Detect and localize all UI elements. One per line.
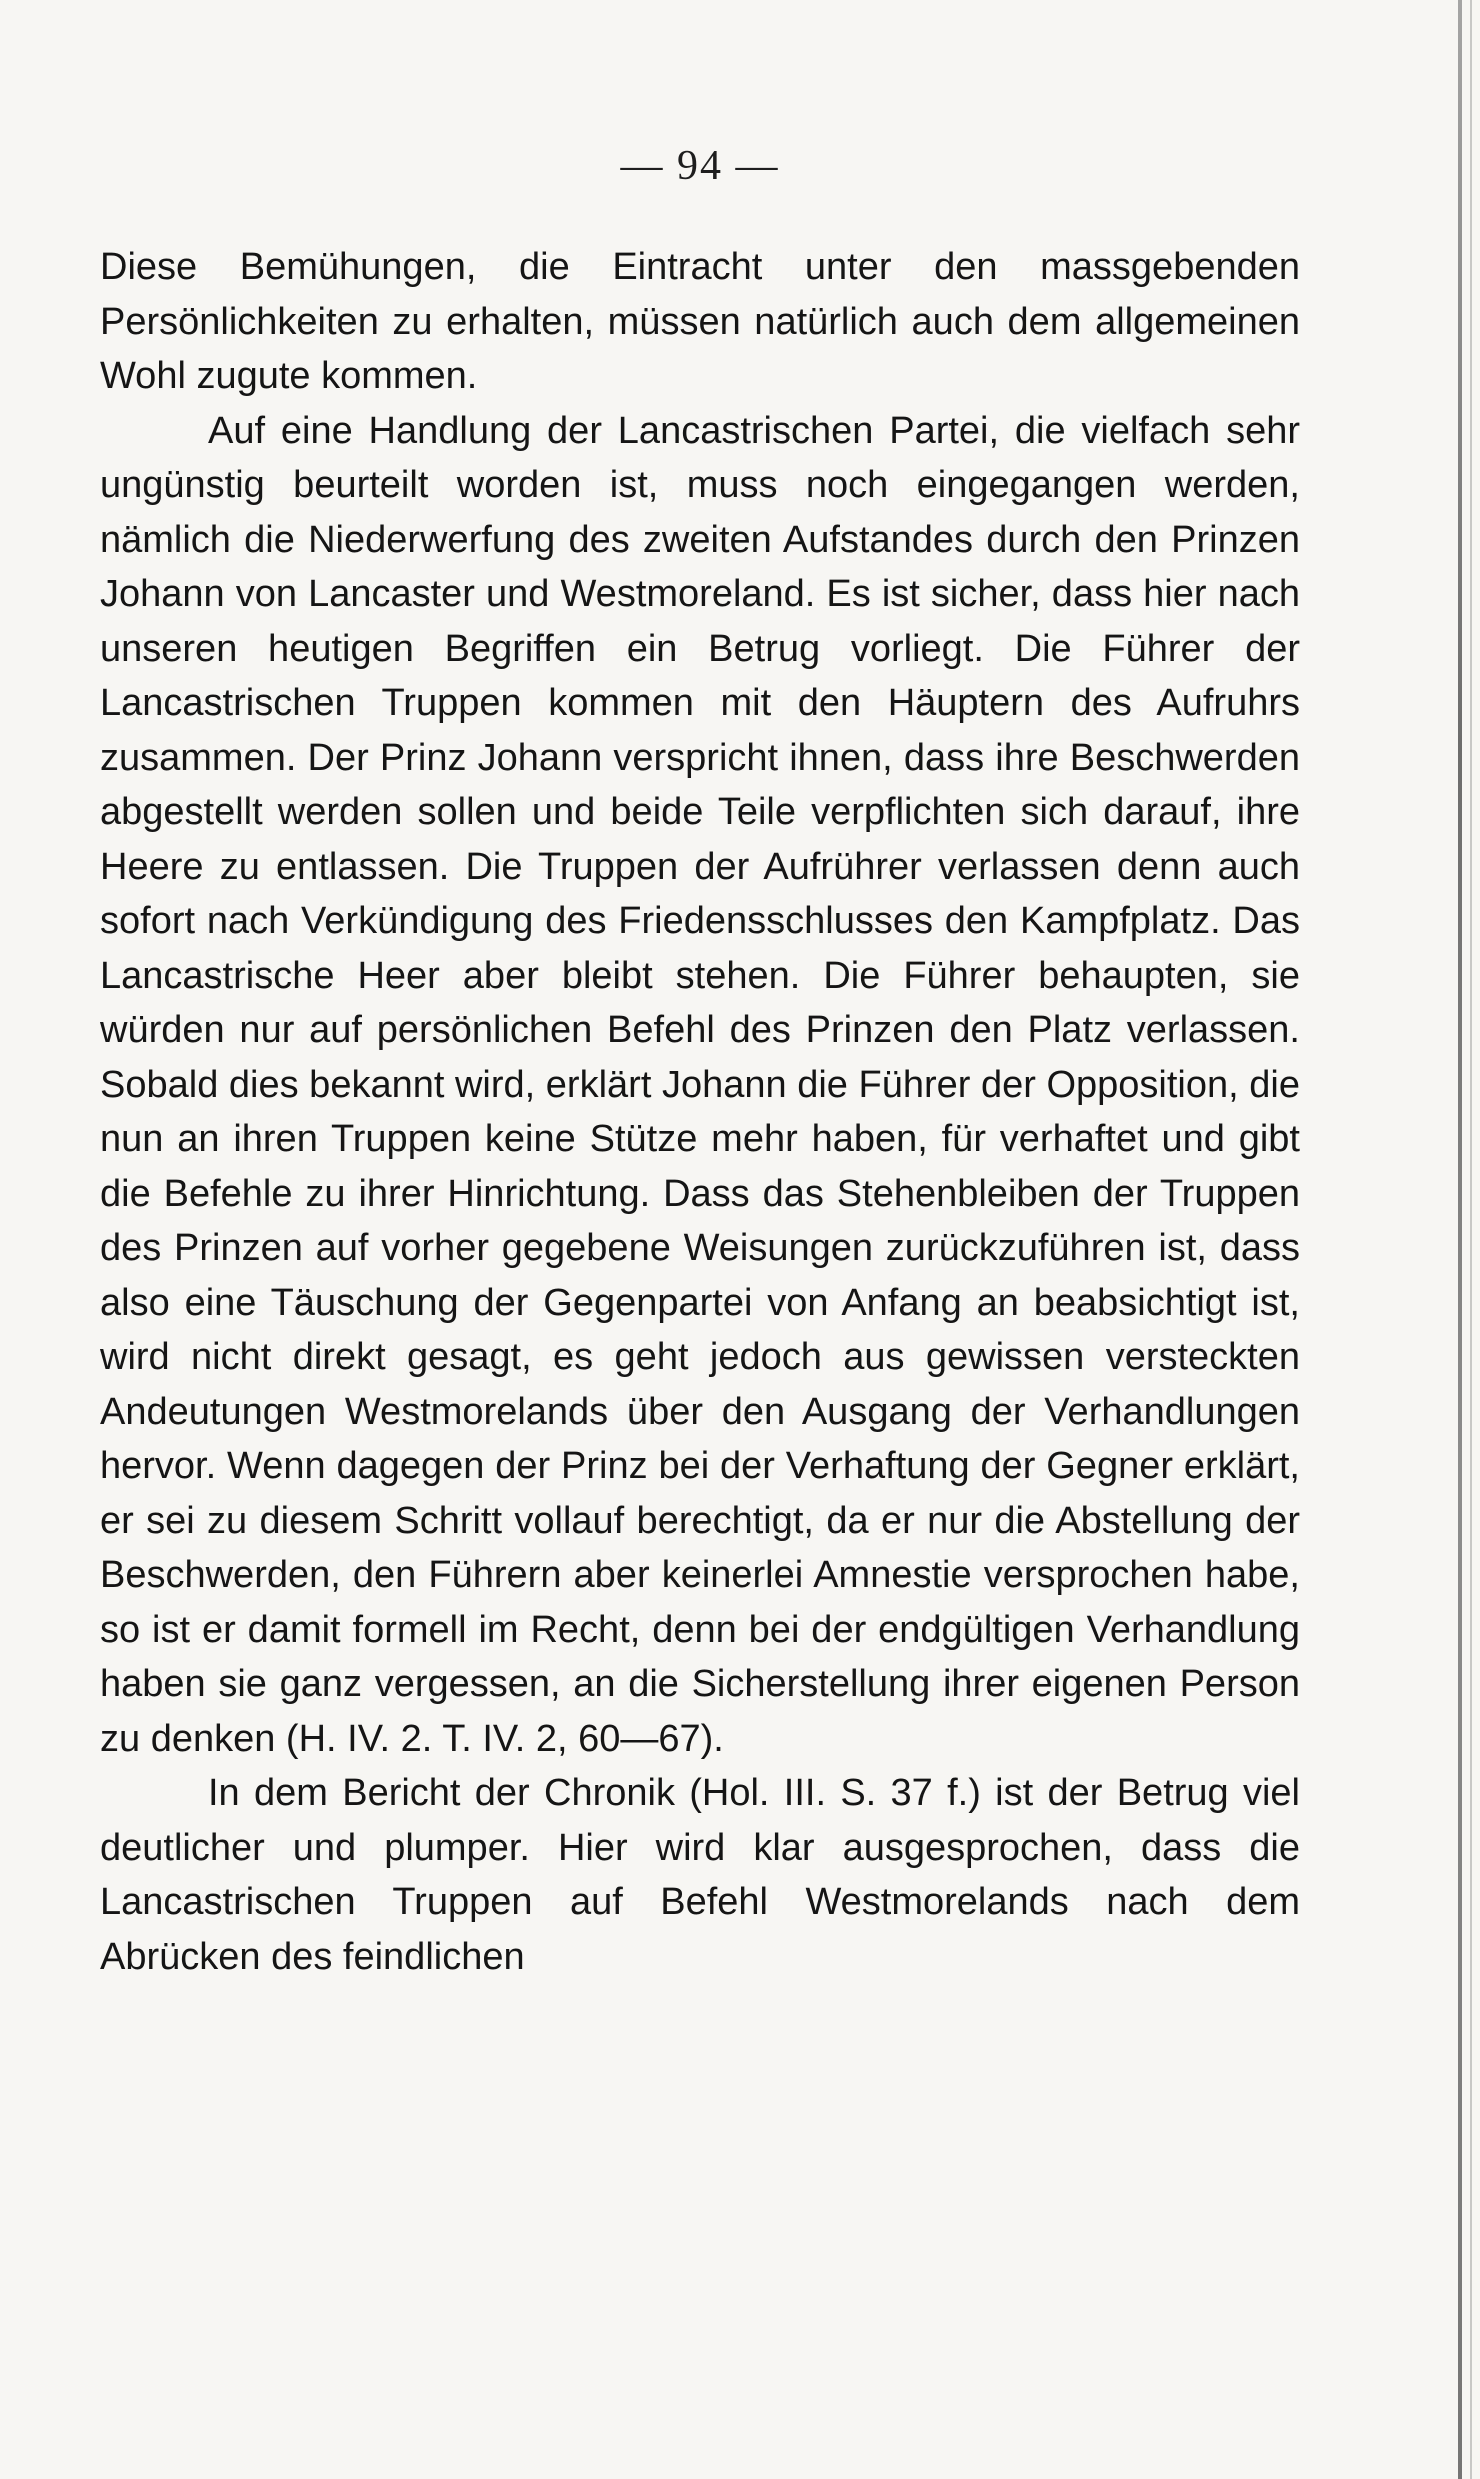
paragraph-1: Diese Bemühungen, die Eintracht unter den massgebenden Persönlichkeiten zu erhalten, müssen natürlich auch dem allgemeinen Wohl zugute kommen.: [100, 246, 1300, 397]
page-number: — 94 —: [620, 143, 780, 189]
page-edge-shadow: [1458, 0, 1462, 2479]
paragraph-3: In dem Bericht der Chronik (Hol. III. S. 37 f.) ist der Betrug viel deutlicher und plumper. Hier wird klar ausgesprochen, dass die Lancastrischen Truppen auf Befehl Westmorelands nach dem Abrücken des feindlichen: [100, 1772, 1300, 1978]
page-edge-line: [1470, 0, 1472, 2479]
paragraph-2: Auf eine Handlung der Lancastrischen Partei, die vielfach sehr ungünstig beurteilt worden ist, muss noch eingegangen werden, nämlich die Niederwerfung des zweiten Aufstandes durch den Prinzen Johann von Lancaster und Westmoreland. Es ist sicher, dass hier nach unseren heutigen Begriffen ein Betrug vorliegt. Die Führer der Lancastrischen Truppen kommen mit den Häuptern des Aufruhrs zusammen. Der Prinz Johann verspricht ihnen, dass ihre Beschwerden abgestellt werden sollen und beide Teile verpflichten sich darauf, ihre Heere zu entlassen. Die Truppen der Aufrührer verlassen denn auch sofort nach Verkündigung des Friedensschlusses den Kampfplatz. Das Lancastrische Heer aber bleibt stehen. Die Führer behaupten, sie würden nur auf persönlichen Befehl des Prinzen den Platz verlassen. Sobald dies bekannt wird, erklärt Johann die Führer der Opposition, die nun an ihren Truppen keine Stütze mehr haben, für verhaftet und gibt die Befehle zu ihrer Hinrichtung. Dass das Stehenbleiben der Truppen des Prinzen auf vorher gegebene Weisungen zurückzuführen ist, dass also eine Täuschung der Gegenpartei von Anfang an beabsichtigt ist, wird nicht direkt gesagt, es geht jedoch aus gewissen versteckten Andeutungen Westmorelands über den Ausgang der Verhandlungen hervor. Wenn dagegen der Prinz bei der Verhaftung der Gegner erklärt, er sei zu diesem Schritt vollauf berechtigt, da er nur die Abstellung der Beschwerden, den Führern aber keinerlei Amnestie versprochen habe, so ist er damit formell im Recht, denn bei der endgültigen Verhandlung haben sie ganz vergessen, an die Sicherstellung ihrer eigenen Person zu denken (H. IV. 2. T. IV. 2, 60—67).: [100, 409, 1300, 1760]
body-text: [100, 240, 1300, 1984]
